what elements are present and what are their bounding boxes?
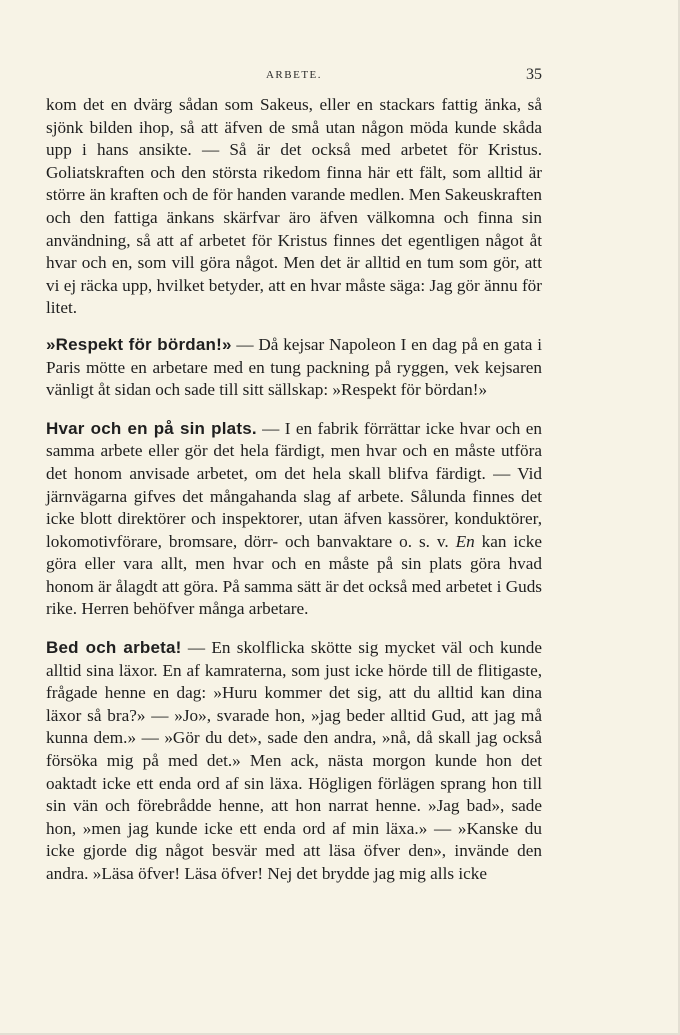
- running-head: [46, 66, 542, 88]
- body-text: [46, 94, 542, 902]
- page-number: 35: [526, 66, 542, 83]
- paragraph-sakeus: [46, 94, 542, 320]
- paragraph-respekt: [46, 334, 542, 402]
- paragraph-text: kom det en dvärg sådan som Sakeus, eller en stackars fattig änka, så sjönk bilden ihop, så att äfven de små utan någon möda kunde skåda upp i hans ansikte. — Så är det också med arbetet för Kristus. Goliatskraften och den största rikedom finna här ett fält, som alltid är större än kraften och de för handen varande medlen. Men Sakeuskraften och den fattiga änkans skärfvar äro äfven välkomna och finna sin användning, så att af arbetet för Kristus finnes det egentligen något åt hvar och en, som vill göra något. Men det är alltid en tum som gör, att vi ej räcka upp, hvilket betyder, att en hvar måste säga: Jag gör ännu för litet.: [46, 95, 542, 318]
- emphasis-word: En: [455, 531, 475, 551]
- paragraph-bed-och-arbeta: [46, 637, 542, 886]
- paragraph-text: — I en fabrik förrättar icke hvar och en samma arbete eller gör det hela färdigt, men hvar och en måste utföra det honom anvisade arbetet, om det hela skall blifva färdigt. — Vid järnvägarna gifves det mångahanda slag af arbete. Sålunda finnes det icke blott direktörer och inspektorer, utan äfven kassörer, konduktörer, lokomotivförare, bromsare, dörr- och banvaktare o. s. v.: [46, 418, 542, 551]
- running-head-title: ARBETE.: [265, 69, 323, 81]
- paragraph-text: — En skolflicka skötte sig mycket väl och kunde alltid sina läxor. En af kamraterna, som just icke hörde till de flitigaste, frågade henne en dag: »Huru kommer det sig, att du alltid kan dina läxor så bra?» — »Jo», svarade hon, »jag beder alltid Gud, att jag må kunna dem.» — »Gör du det», sade den andra, »nå, då skall jag också försöka mig på med det.» Men ack, nästa morgon kunde hon det oaktadt icke ett enda ord af sin läxa. Högligen förlägen sprang hon till sin vän och förebrådde henne, att hon narrat henne. »Jag bad», sade hon, »men jag kunde icke ett enda ord af min läxa.» — »Kanske du icke gjorde dig något besvär med att läsa öfver den», invände den andra. »Läsa öfver! Läsa öfver! Nej det brydde jag mig alls icke: [46, 638, 542, 883]
- section-heading-respekt: »Respekt för bördan!»: [46, 334, 232, 354]
- section-heading-hvar-och-en: Hvar och en på sin plats.: [46, 418, 257, 438]
- section-heading-bed-och-arbeta: Bed och arbeta!: [46, 638, 182, 658]
- paragraph-text: — Då kejsar Napoleon I en dag på en gata i Paris mötte en arbetare med en tung packning på ryggen, vek kejsaren vänligt åt sidan och sade till sitt sällskap: »Respekt för bördan!»: [46, 334, 542, 400]
- paragraph-text: kan icke göra eller vara allt, men hvar och en måste på sin plats göra hvad honom är ålagdt att göra. På samma sätt är det också med arbetet i Guds rike. Herren behöfver många arbetare.: [46, 531, 542, 619]
- paragraph-hvar-och-en: [46, 418, 542, 621]
